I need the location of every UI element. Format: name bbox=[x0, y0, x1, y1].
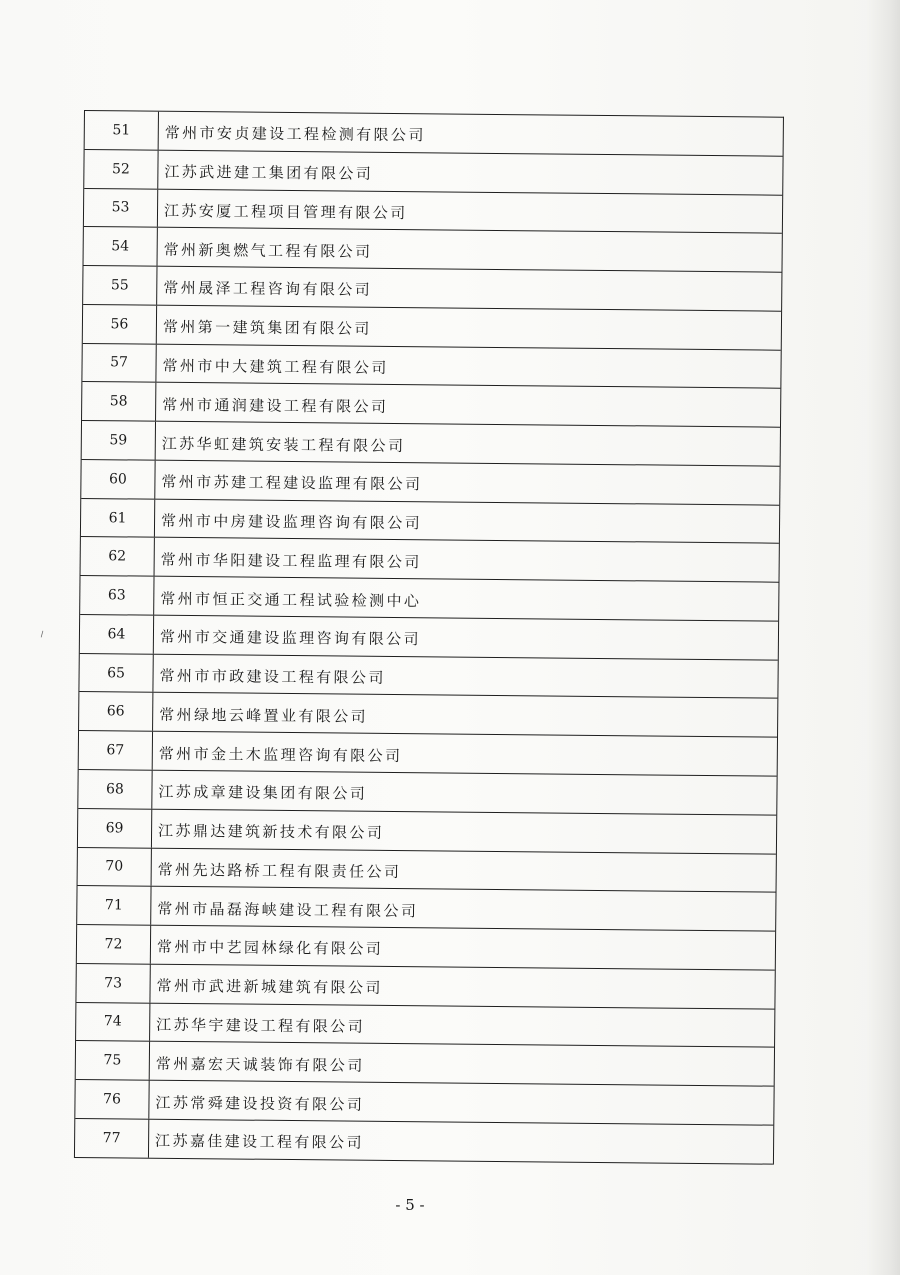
table-row bbox=[81, 537, 779, 582]
table-row bbox=[83, 266, 781, 311]
row-number: 54 bbox=[84, 227, 158, 265]
row-number: 67 bbox=[79, 731, 153, 769]
company-name: 江苏安厦工程项目管理有限公司 bbox=[163, 201, 408, 223]
table-row bbox=[82, 382, 780, 427]
company-name: 常州市中大建筑工程有限公司 bbox=[162, 356, 389, 377]
table-row bbox=[83, 305, 781, 350]
company-name: 常州新奥燃气工程有限公司 bbox=[163, 240, 373, 261]
company-name: 常州第一建筑集团有限公司 bbox=[162, 317, 372, 338]
row-number: 60 bbox=[81, 460, 155, 498]
company-name: 常州市金土木监理咨询有限公司 bbox=[158, 744, 403, 765]
table-row bbox=[82, 344, 780, 389]
row-number: 58 bbox=[82, 382, 156, 420]
company-name: 常州晟泽工程咨询有限公司 bbox=[163, 279, 373, 300]
row-number: 73 bbox=[76, 964, 150, 1002]
row-number: 71 bbox=[77, 886, 151, 924]
company-name: 常州市恒正交通工程试验检测中心 bbox=[160, 589, 422, 610]
row-number: 55 bbox=[83, 266, 157, 304]
row-number: 62 bbox=[81, 537, 155, 575]
company-name: 常州先达路桥工程有限责任公司 bbox=[157, 860, 402, 882]
company-name: 常州市中艺园林绿化有限公司 bbox=[156, 938, 384, 959]
page-number: - 5 - bbox=[395, 1196, 425, 1214]
table-row bbox=[79, 654, 777, 699]
company-name: 江苏常舜建设投资有限公司 bbox=[155, 1093, 365, 1114]
row-number: 56 bbox=[83, 305, 157, 343]
row-number: 74 bbox=[76, 1003, 150, 1041]
row-number: 59 bbox=[82, 421, 156, 459]
company-name: 江苏武进建工集团有限公司 bbox=[164, 162, 374, 183]
table-row bbox=[76, 1041, 774, 1086]
company-name: 江苏成章建设集团有限公司 bbox=[158, 783, 368, 804]
scan-speck-mark: ⸝ bbox=[33, 623, 48, 641]
table-row bbox=[81, 460, 779, 505]
company-name: 江苏华宇建设工程有限公司 bbox=[156, 1015, 366, 1036]
company-name: 常州市通润建设工程有限公司 bbox=[162, 395, 389, 416]
row-number: 64 bbox=[80, 615, 154, 653]
row-number: 65 bbox=[79, 654, 153, 692]
company-list-table bbox=[74, 110, 784, 1164]
row-number: 52 bbox=[84, 150, 158, 188]
company-name: 江苏鼎达建筑新技术有限公司 bbox=[157, 821, 385, 843]
table-row bbox=[85, 111, 783, 156]
company-name: 江苏华虹建筑安装工程有限公司 bbox=[161, 434, 406, 455]
table-row bbox=[80, 615, 778, 660]
row-number: 69 bbox=[78, 809, 152, 847]
table-row bbox=[79, 692, 777, 737]
row-number: 77 bbox=[75, 1119, 149, 1157]
company-name: 常州绿地云峰置业有限公司 bbox=[159, 705, 369, 726]
table-row bbox=[81, 499, 779, 544]
row-number: 51 bbox=[85, 111, 159, 149]
company-name: 常州市武进新城建筑有限公司 bbox=[156, 976, 383, 998]
table-row bbox=[79, 731, 777, 776]
table-row bbox=[84, 150, 782, 195]
row-number: 68 bbox=[78, 770, 152, 808]
row-number: 63 bbox=[80, 576, 154, 614]
company-name: 常州嘉宏天诚装饰有限公司 bbox=[155, 1054, 365, 1075]
table-row bbox=[76, 964, 774, 1009]
company-name: 常州市安贞建设工程检测有限公司 bbox=[164, 124, 426, 145]
table-row bbox=[84, 227, 782, 272]
table-row bbox=[77, 886, 775, 931]
row-number: 76 bbox=[75, 1080, 149, 1118]
company-name: 常州市华阳建设工程监理有限公司 bbox=[160, 550, 422, 572]
company-name: 常州市苏建工程建设监理有限公司 bbox=[161, 473, 423, 494]
scan-edge-shadow bbox=[866, 0, 900, 1275]
company-name: 常州市晶磊海峡建设工程有限公司 bbox=[157, 899, 419, 920]
table-row bbox=[75, 1119, 773, 1164]
company-name: 常州市市政建设工程有限公司 bbox=[159, 666, 386, 688]
company-name: 江苏嘉佳建设工程有限公司 bbox=[155, 1132, 364, 1153]
table-row bbox=[76, 1003, 774, 1048]
table-row bbox=[84, 189, 782, 234]
row-number: 57 bbox=[82, 344, 156, 382]
row-number: 53 bbox=[84, 189, 158, 227]
row-number: 72 bbox=[77, 925, 151, 963]
table-row bbox=[77, 925, 775, 970]
row-number: 75 bbox=[76, 1041, 150, 1079]
row-number: 70 bbox=[78, 848, 152, 886]
company-name: 常州市交通建设监理咨询有限公司 bbox=[159, 628, 422, 649]
row-number: 61 bbox=[81, 499, 155, 537]
table-row bbox=[80, 576, 778, 621]
table-row bbox=[78, 809, 776, 854]
row-number: 66 bbox=[79, 692, 153, 730]
table-row bbox=[75, 1080, 773, 1125]
table-row bbox=[78, 848, 776, 893]
table-row bbox=[78, 770, 776, 815]
company-name: 常州市中房建设监理咨询有限公司 bbox=[160, 511, 423, 533]
table-row bbox=[82, 421, 780, 466]
